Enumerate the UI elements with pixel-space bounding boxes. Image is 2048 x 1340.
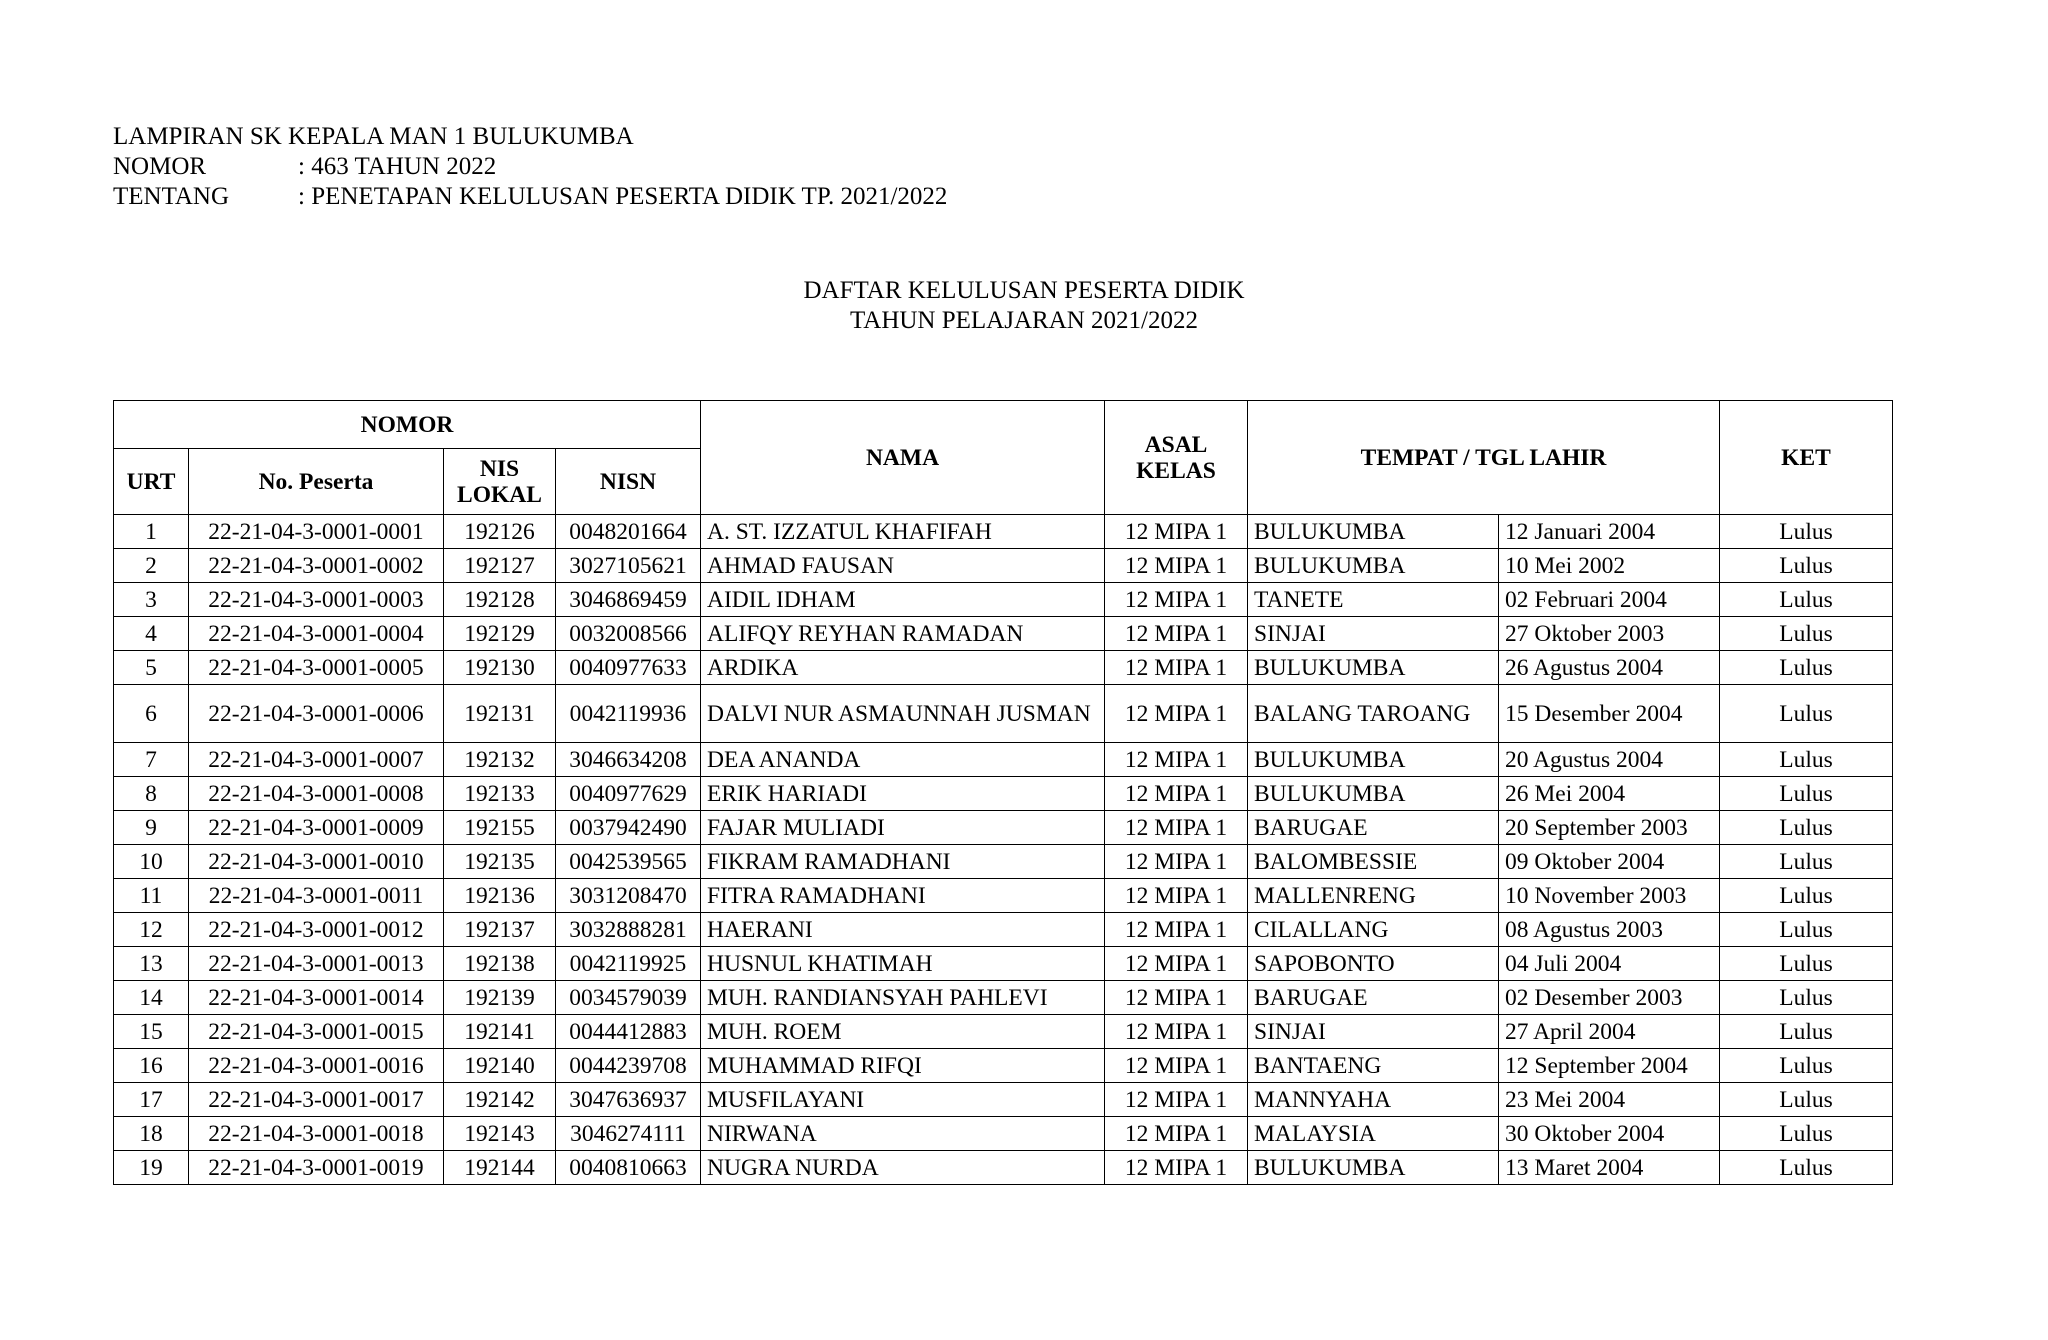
cell-tgl-lahir: 12 Januari 2004 <box>1499 515 1720 549</box>
cell-urt: 11 <box>114 879 189 913</box>
cell-nis-lokal: 192141 <box>444 1015 556 1049</box>
table-row <box>114 685 1893 743</box>
cell-nama: DEA ANANDA <box>701 743 1105 777</box>
cell-nisn: 0040977633 <box>556 651 701 685</box>
header-tempat-tgl-lahir: TEMPAT / TGL LAHIR <box>1248 401 1720 515</box>
cell-ket: Lulus <box>1720 743 1893 777</box>
cell-no-peserta: 22-21-04-3-0001-0015 <box>189 1015 444 1049</box>
header-line-tentang <box>113 182 947 212</box>
cell-tempat-lahir: SINJAI <box>1248 617 1499 651</box>
cell-tempat-lahir: BULUKUMBA <box>1248 515 1499 549</box>
cell-nisn: 0040977629 <box>556 777 701 811</box>
cell-no-peserta: 22-21-04-3-0001-0014 <box>189 981 444 1015</box>
header-line-nomor <box>113 152 947 182</box>
cell-nisn: 0042119925 <box>556 947 701 981</box>
cell-nis-lokal: 192132 <box>444 743 556 777</box>
table-row <box>114 1049 1893 1083</box>
cell-no-peserta: 22-21-04-3-0001-0001 <box>189 515 444 549</box>
cell-ket: Lulus <box>1720 777 1893 811</box>
cell-ket: Lulus <box>1720 549 1893 583</box>
nomor-label: NOMOR <box>113 153 207 180</box>
table-row <box>114 1083 1893 1117</box>
cell-nama: HUSNUL KHATIMAH <box>701 947 1105 981</box>
header-nis-lokal-line2: LOKAL <box>457 481 542 508</box>
cell-nama: FIKRAM RAMADHANI <box>701 845 1105 879</box>
cell-nama: MUHAMMAD RIFQI <box>701 1049 1105 1083</box>
cell-asal-kelas: 12 MIPA 1 <box>1105 515 1248 549</box>
table-row <box>114 947 1893 981</box>
table-row <box>114 1151 1893 1185</box>
cell-nama: MUH. RANDIANSYAH PAHLEVI <box>701 981 1105 1015</box>
cell-nis-lokal: 192136 <box>444 879 556 913</box>
header-nis-lokal <box>444 449 556 515</box>
table-row <box>114 1015 1893 1049</box>
cell-nis-lokal: 192143 <box>444 1117 556 1151</box>
cell-asal-kelas: 12 MIPA 1 <box>1105 777 1248 811</box>
cell-tgl-lahir: 26 Mei 2004 <box>1499 777 1720 811</box>
cell-asal-kelas: 12 MIPA 1 <box>1105 549 1248 583</box>
cell-nisn: 3046869459 <box>556 583 701 617</box>
header-nomor: NOMOR <box>114 401 701 449</box>
table-row <box>114 879 1893 913</box>
cell-nama: DALVI NUR ASMAUNNAH JUSMAN <box>701 685 1105 743</box>
cell-tgl-lahir: 08 Agustus 2003 <box>1499 913 1720 947</box>
cell-tgl-lahir: 15 Desember 2004 <box>1499 685 1720 743</box>
cell-nisn: 3027105621 <box>556 549 701 583</box>
cell-tgl-lahir: 20 Agustus 2004 <box>1499 743 1720 777</box>
cell-nisn: 3032888281 <box>556 913 701 947</box>
cell-nisn: 0037942490 <box>556 811 701 845</box>
cell-nis-lokal: 192155 <box>444 811 556 845</box>
cell-urt: 17 <box>114 1083 189 1117</box>
cell-nis-lokal: 192130 <box>444 651 556 685</box>
document-header <box>113 122 947 212</box>
cell-nama: MUH. ROEM <box>701 1015 1105 1049</box>
cell-no-peserta: 22-21-04-3-0001-0004 <box>189 617 444 651</box>
cell-nama: ERIK HARIADI <box>701 777 1105 811</box>
cell-asal-kelas: 12 MIPA 1 <box>1105 913 1248 947</box>
cell-asal-kelas: 12 MIPA 1 <box>1105 811 1248 845</box>
cell-tempat-lahir: MANNYAHA <box>1248 1083 1499 1117</box>
cell-no-peserta: 22-21-04-3-0001-0003 <box>189 583 444 617</box>
cell-nisn: 0032008566 <box>556 617 701 651</box>
cell-tgl-lahir: 26 Agustus 2004 <box>1499 651 1720 685</box>
cell-tempat-lahir: BULUKUMBA <box>1248 651 1499 685</box>
cell-urt: 9 <box>114 811 189 845</box>
cell-nis-lokal: 192139 <box>444 981 556 1015</box>
cell-asal-kelas: 12 MIPA 1 <box>1105 685 1248 743</box>
cell-tempat-lahir: BANTAENG <box>1248 1049 1499 1083</box>
header-nisn: NISN <box>556 449 701 515</box>
header-nis-lokal-line1: NIS <box>479 455 520 482</box>
cell-nis-lokal: 192135 <box>444 845 556 879</box>
cell-nisn: 0044239708 <box>556 1049 701 1083</box>
cell-ket: Lulus <box>1720 913 1893 947</box>
cell-ket: Lulus <box>1720 1117 1893 1151</box>
tentang-value: : PENETAPAN KELULUSAN PESERTA DIDIK TP. 2021/2022 <box>298 183 948 210</box>
cell-ket: Lulus <box>1720 515 1893 549</box>
table-row <box>114 1117 1893 1151</box>
cell-asal-kelas: 12 MIPA 1 <box>1105 617 1248 651</box>
table-body <box>114 515 1893 1185</box>
cell-ket: Lulus <box>1720 617 1893 651</box>
cell-nis-lokal: 192129 <box>444 617 556 651</box>
cell-tempat-lahir: SINJAI <box>1248 1015 1499 1049</box>
cell-no-peserta: 22-21-04-3-0001-0009 <box>189 811 444 845</box>
header-nama: NAMA <box>701 401 1105 515</box>
cell-urt: 3 <box>114 583 189 617</box>
cell-nama: ARDIKA <box>701 651 1105 685</box>
cell-nama: ALIFQY REYHAN RAMADAN <box>701 617 1105 651</box>
cell-asal-kelas: 12 MIPA 1 <box>1105 845 1248 879</box>
cell-nama: MUSFILAYANI <box>701 1083 1105 1117</box>
cell-tempat-lahir: MALLENRENG <box>1248 879 1499 913</box>
cell-urt: 7 <box>114 743 189 777</box>
cell-tgl-lahir: 09 Oktober 2004 <box>1499 845 1720 879</box>
cell-no-peserta: 22-21-04-3-0001-0010 <box>189 845 444 879</box>
cell-asal-kelas: 12 MIPA 1 <box>1105 583 1248 617</box>
cell-urt: 4 <box>114 617 189 651</box>
cell-nisn: 0044412883 <box>556 1015 701 1049</box>
cell-urt: 2 <box>114 549 189 583</box>
cell-nama: NUGRA NURDA <box>701 1151 1105 1185</box>
cell-ket: Lulus <box>1720 879 1893 913</box>
cell-nama: AHMAD FAUSAN <box>701 549 1105 583</box>
cell-urt: 12 <box>114 913 189 947</box>
cell-ket: Lulus <box>1720 1049 1893 1083</box>
cell-no-peserta: 22-21-04-3-0001-0017 <box>189 1083 444 1117</box>
cell-tempat-lahir: BULUKUMBA <box>1248 743 1499 777</box>
cell-ket: Lulus <box>1720 947 1893 981</box>
cell-nama: NIRWANA <box>701 1117 1105 1151</box>
title-line-2: TAHUN PELAJARAN 2021/2022 <box>850 307 1198 334</box>
header-asal-kelas <box>1105 401 1248 515</box>
header-ket: KET <box>1720 401 1893 515</box>
cell-urt: 6 <box>114 685 189 743</box>
cell-ket: Lulus <box>1720 1015 1893 1049</box>
tentang-label: TENTANG <box>113 183 230 210</box>
cell-urt: 15 <box>114 1015 189 1049</box>
cell-tgl-lahir: 23 Mei 2004 <box>1499 1083 1720 1117</box>
cell-nis-lokal: 192127 <box>444 549 556 583</box>
header-urt: URT <box>114 449 189 515</box>
cell-asal-kelas: 12 MIPA 1 <box>1105 1015 1248 1049</box>
cell-ket: Lulus <box>1720 1151 1893 1185</box>
cell-no-peserta: 22-21-04-3-0001-0007 <box>189 743 444 777</box>
cell-tempat-lahir: BALOMBESSIE <box>1248 845 1499 879</box>
table-row <box>114 617 1893 651</box>
header-line-lampiran <box>113 122 947 152</box>
cell-asal-kelas: 12 MIPA 1 <box>1105 743 1248 777</box>
cell-asal-kelas: 12 MIPA 1 <box>1105 879 1248 913</box>
table-row <box>114 777 1893 811</box>
cell-no-peserta: 22-21-04-3-0001-0006 <box>189 685 444 743</box>
table-row <box>114 651 1893 685</box>
cell-nisn: 0034579039 <box>556 981 701 1015</box>
cell-tempat-lahir: BARUGAE <box>1248 981 1499 1015</box>
cell-nama: FAJAR MULIADI <box>701 811 1105 845</box>
table-row <box>114 743 1893 777</box>
table-row <box>114 583 1893 617</box>
cell-ket: Lulus <box>1720 583 1893 617</box>
cell-tempat-lahir: SAPOBONTO <box>1248 947 1499 981</box>
cell-tgl-lahir: 02 Februari 2004 <box>1499 583 1720 617</box>
cell-asal-kelas: 12 MIPA 1 <box>1105 1117 1248 1151</box>
cell-tgl-lahir: 13 Maret 2004 <box>1499 1151 1720 1185</box>
cell-no-peserta: 22-21-04-3-0001-0016 <box>189 1049 444 1083</box>
cell-asal-kelas: 12 MIPA 1 <box>1105 651 1248 685</box>
cell-urt: 19 <box>114 1151 189 1185</box>
cell-nama: A. ST. IZZATUL KHAFIFAH <box>701 515 1105 549</box>
lampiran-text: LAMPIRAN SK KEPALA MAN 1 BULUKUMBA <box>113 123 634 150</box>
cell-asal-kelas: 12 MIPA 1 <box>1105 1083 1248 1117</box>
cell-no-peserta: 22-21-04-3-0001-0019 <box>189 1151 444 1185</box>
cell-tgl-lahir: 20 September 2003 <box>1499 811 1720 845</box>
cell-no-peserta: 22-21-04-3-0001-0008 <box>189 777 444 811</box>
cell-nis-lokal: 192128 <box>444 583 556 617</box>
table-row <box>114 845 1893 879</box>
cell-nisn: 0042119936 <box>556 685 701 743</box>
table-row <box>114 913 1893 947</box>
cell-nisn: 0048201664 <box>556 515 701 549</box>
cell-tempat-lahir: MALAYSIA <box>1248 1117 1499 1151</box>
cell-no-peserta: 22-21-04-3-0001-0002 <box>189 549 444 583</box>
cell-no-peserta: 22-21-04-3-0001-0018 <box>189 1117 444 1151</box>
cell-nis-lokal: 192131 <box>444 685 556 743</box>
cell-nama: HAERANI <box>701 913 1105 947</box>
cell-nis-lokal: 192137 <box>444 913 556 947</box>
cell-nis-lokal: 192144 <box>444 1151 556 1185</box>
cell-nisn: 3047636937 <box>556 1083 701 1117</box>
cell-asal-kelas: 12 MIPA 1 <box>1105 1151 1248 1185</box>
cell-asal-kelas: 12 MIPA 1 <box>1105 947 1248 981</box>
cell-nis-lokal: 192133 <box>444 777 556 811</box>
cell-tgl-lahir: 10 Mei 2002 <box>1499 549 1720 583</box>
header-asal-kelas-line2: KELAS <box>1136 457 1216 484</box>
cell-tempat-lahir: CILALLANG <box>1248 913 1499 947</box>
cell-nis-lokal: 192126 <box>444 515 556 549</box>
document-title <box>0 276 2048 336</box>
cell-tempat-lahir: BULUKUMBA <box>1248 1151 1499 1185</box>
cell-urt: 10 <box>114 845 189 879</box>
cell-no-peserta: 22-21-04-3-0001-0013 <box>189 947 444 981</box>
cell-tgl-lahir: 02 Desember 2003 <box>1499 981 1720 1015</box>
cell-tgl-lahir: 27 Oktober 2003 <box>1499 617 1720 651</box>
title-line-1: DAFTAR KELULUSAN PESERTA DIDIK <box>803 277 1245 304</box>
cell-nama: FITRA RAMADHANI <box>701 879 1105 913</box>
cell-asal-kelas: 12 MIPA 1 <box>1105 1049 1248 1083</box>
table-row <box>114 981 1893 1015</box>
cell-ket: Lulus <box>1720 845 1893 879</box>
cell-ket: Lulus <box>1720 685 1893 743</box>
cell-tgl-lahir: 30 Oktober 2004 <box>1499 1117 1720 1151</box>
cell-nisn: 3046634208 <box>556 743 701 777</box>
cell-ket: Lulus <box>1720 651 1893 685</box>
cell-tgl-lahir: 04 Juli 2004 <box>1499 947 1720 981</box>
header-no-peserta: No. Peserta <box>189 449 444 515</box>
table-row <box>114 549 1893 583</box>
cell-urt: 14 <box>114 981 189 1015</box>
header-asal-kelas-line1: ASAL <box>1144 431 1208 458</box>
cell-tempat-lahir: BARUGAE <box>1248 811 1499 845</box>
cell-tempat-lahir: BALANG TAROANG <box>1248 685 1499 743</box>
cell-urt: 13 <box>114 947 189 981</box>
cell-urt: 1 <box>114 515 189 549</box>
cell-urt: 16 <box>114 1049 189 1083</box>
cell-nisn: 0042539565 <box>556 845 701 879</box>
nomor-value: : 463 TAHUN 2022 <box>298 153 497 180</box>
cell-nis-lokal: 192142 <box>444 1083 556 1117</box>
cell-tgl-lahir: 10 November 2003 <box>1499 879 1720 913</box>
cell-tempat-lahir: BULUKUMBA <box>1248 549 1499 583</box>
graduation-table <box>113 400 1893 1185</box>
table-row <box>114 515 1893 549</box>
cell-nisn: 3031208470 <box>556 879 701 913</box>
cell-urt: 5 <box>114 651 189 685</box>
cell-ket: Lulus <box>1720 811 1893 845</box>
cell-tempat-lahir: BULUKUMBA <box>1248 777 1499 811</box>
cell-ket: Lulus <box>1720 1083 1893 1117</box>
cell-no-peserta: 22-21-04-3-0001-0005 <box>189 651 444 685</box>
cell-no-peserta: 22-21-04-3-0001-0012 <box>189 913 444 947</box>
cell-nama: AIDIL IDHAM <box>701 583 1105 617</box>
table-row <box>114 811 1893 845</box>
cell-asal-kelas: 12 MIPA 1 <box>1105 981 1248 1015</box>
cell-tgl-lahir: 27 April 2004 <box>1499 1015 1720 1049</box>
cell-nisn: 0040810663 <box>556 1151 701 1185</box>
cell-tempat-lahir: TANETE <box>1248 583 1499 617</box>
cell-urt: 18 <box>114 1117 189 1151</box>
cell-nis-lokal: 192138 <box>444 947 556 981</box>
cell-tgl-lahir: 12 September 2004 <box>1499 1049 1720 1083</box>
cell-urt: 8 <box>114 777 189 811</box>
cell-ket: Lulus <box>1720 981 1893 1015</box>
cell-nis-lokal: 192140 <box>444 1049 556 1083</box>
cell-nisn: 3046274111 <box>556 1117 701 1151</box>
cell-no-peserta: 22-21-04-3-0001-0011 <box>189 879 444 913</box>
